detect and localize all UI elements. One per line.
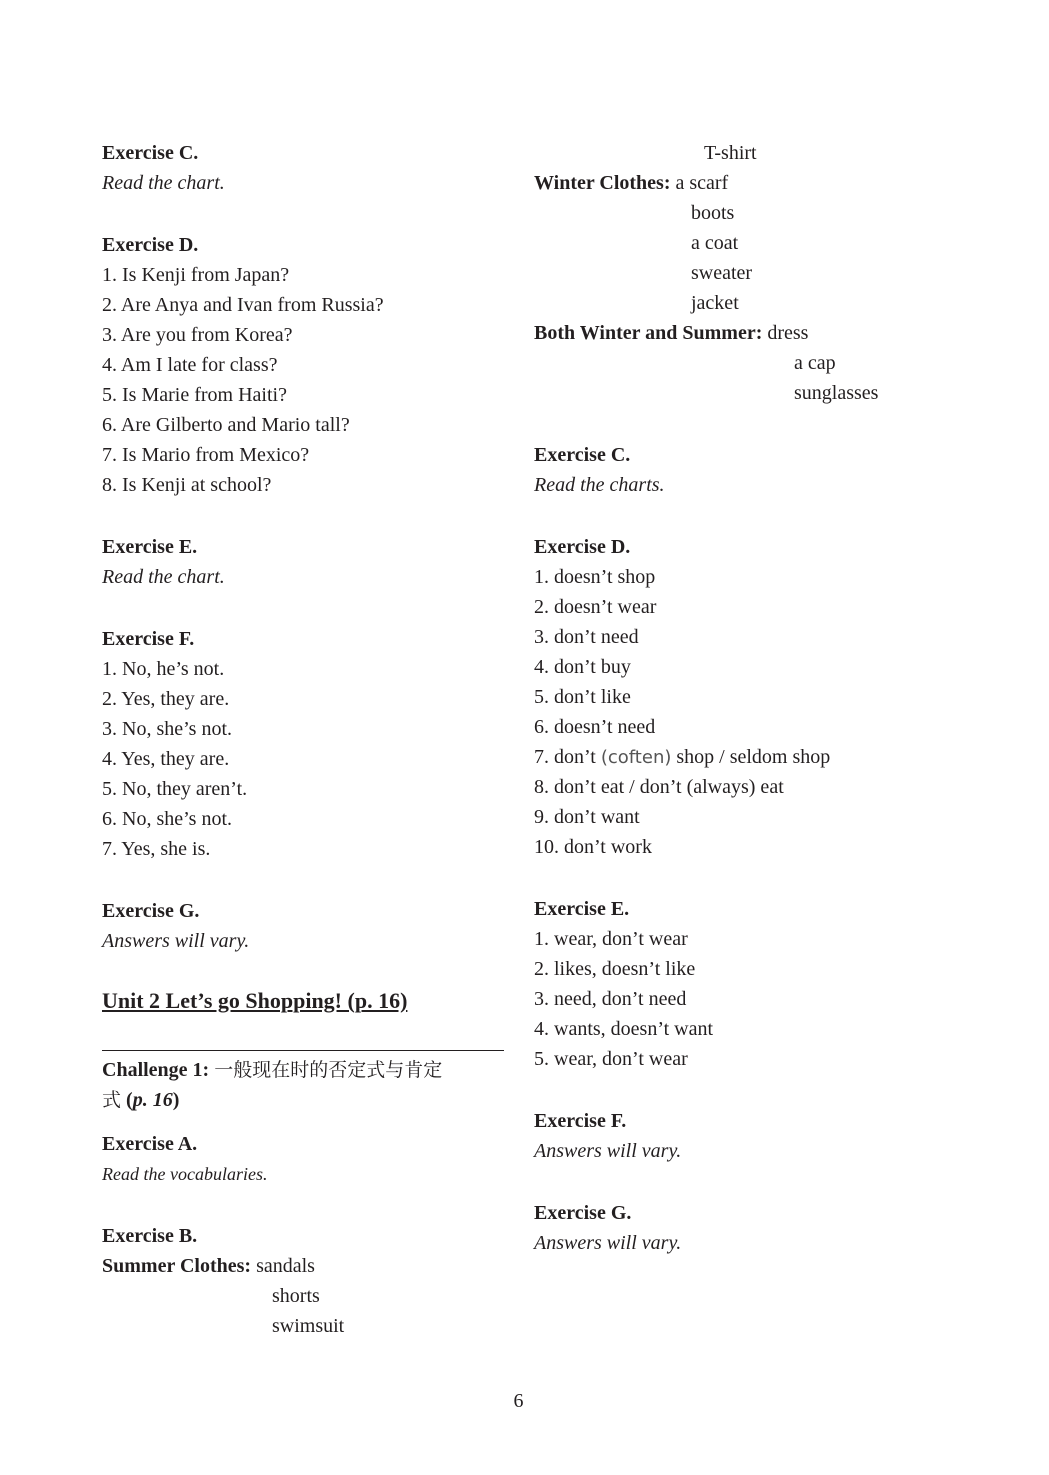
exercise-f-heading: Exercise F. <box>102 628 195 650</box>
challenge-page-close: ) <box>172 1089 180 1111</box>
winter-clothes-label: Winter Clothes: <box>534 172 671 194</box>
list-item: 3. No, she’s not. <box>102 718 232 740</box>
exercise-c-note: Read the chart. <box>102 172 225 194</box>
list-item: 8. Is Kenji at school? <box>102 474 272 496</box>
list-item: 3. don’t need <box>534 626 639 648</box>
list-item: 1. doesn’t shop <box>534 566 656 588</box>
list-item: a coat <box>691 232 739 254</box>
challenge-heading <box>102 1055 507 1115</box>
exercise-c-note-right: Read the charts. <box>534 474 665 496</box>
list-item: shorts <box>272 1285 320 1307</box>
list-item <box>534 742 954 772</box>
item7-end: shop / seldom shop <box>676 746 831 768</box>
list-item: T-shirt <box>704 142 757 164</box>
exercise-g-heading-right: Exercise G. <box>534 1202 632 1224</box>
list-item: 1. Is Kenji from Japan? <box>102 264 290 286</box>
list-item: 2. likes, doesn’t like <box>534 958 696 980</box>
item7-soft: (coften) <box>600 747 672 768</box>
list-item: jacket <box>691 292 739 314</box>
list-item: 9. don’t want <box>534 806 640 828</box>
list-item: 4. Yes, they are. <box>102 748 230 770</box>
winter-clothes-row <box>534 168 954 198</box>
list-item: boots <box>691 202 735 224</box>
both-seasons-label: Both Winter and Summer: <box>534 322 763 344</box>
exercise-g-note-right: Answers will vary. <box>534 1232 682 1254</box>
list-item: 4. don’t buy <box>534 656 631 678</box>
list-item: 7. Is Mario from Mexico? <box>102 444 310 466</box>
list-item: 3. Are you from Korea? <box>102 324 293 346</box>
list-item: 5. don’t like <box>534 686 631 708</box>
list-item: 5. wear, don’t wear <box>534 1048 688 1070</box>
list-item: sandals <box>256 1255 315 1277</box>
list-item: a scarf <box>675 172 729 194</box>
section-divider <box>102 1050 504 1051</box>
exercise-e-heading-right: Exercise E. <box>534 898 630 920</box>
challenge-page: p. 16 <box>132 1089 173 1111</box>
challenge-cn-line2: 式 <box>102 1089 122 1111</box>
both-seasons-row <box>534 318 954 348</box>
list-item: swimsuit <box>272 1315 345 1337</box>
summer-clothes-label: Summer Clothes: <box>102 1255 252 1277</box>
exercise-g-heading: Exercise G. <box>102 900 200 922</box>
list-item: 5. No, they aren’t. <box>102 778 248 800</box>
list-item: sunglasses <box>794 382 879 404</box>
list-item: 2. Yes, they are. <box>102 688 230 710</box>
list-item: 6. doesn’t need <box>534 716 656 738</box>
exercise-f-heading-right: Exercise F. <box>534 1110 627 1132</box>
summer-clothes-row <box>102 1251 507 1281</box>
list-item: 6. No, she’s not. <box>102 808 232 830</box>
exercise-b-heading: Exercise B. <box>102 1225 198 1247</box>
exercise-c-heading-right: Exercise C. <box>534 444 631 466</box>
item7-start: 7. don’t <box>534 746 596 768</box>
list-item: dress <box>767 322 809 344</box>
exercise-e-heading: Exercise E. <box>102 536 198 558</box>
challenge-page-open: ( <box>121 1089 133 1111</box>
challenge-label: Challenge 1: <box>102 1059 210 1081</box>
list-item: 10. don’t work <box>534 836 652 858</box>
list-item: 2. Are Anya and Ivan from Russia? <box>102 294 384 316</box>
list-item: 4. wants, doesn’t want <box>534 1018 714 1040</box>
page-number: 6 <box>513 1390 524 1412</box>
list-item: 1. wear, don’t wear <box>534 928 688 950</box>
list-item: 7. Yes, she is. <box>102 838 211 860</box>
list-item: 6. Are Gilberto and Mario tall? <box>102 414 350 436</box>
right-column <box>534 138 954 1258</box>
list-item: 3. need, don’t need <box>534 988 687 1010</box>
list-item: sweater <box>691 262 753 284</box>
exercise-f-note-right: Answers will vary. <box>534 1140 682 1162</box>
exercise-d-heading-right: Exercise D. <box>534 536 631 558</box>
exercise-a-note: Read the vocabularies. <box>102 1164 268 1184</box>
exercise-d-heading: Exercise D. <box>102 234 199 256</box>
unit-title: Unit 2 Let’s go Shopping! (p. 16) <box>102 988 408 1013</box>
exercise-g-note: Answers will vary. <box>102 930 250 952</box>
exercise-c-heading: Exercise C. <box>102 142 199 164</box>
exercise-e-note: Read the chart. <box>102 566 225 588</box>
list-item: 1. No, he’s not. <box>102 658 225 680</box>
list-item: a cap <box>794 352 836 374</box>
list-item: 2. doesn’t wear <box>534 596 657 618</box>
exercise-a-heading: Exercise A. <box>102 1133 198 1155</box>
list-item: 8. don’t eat / don’t (always) eat <box>534 776 784 798</box>
list-item: 4. Am I late for class? <box>102 354 278 376</box>
left-column <box>102 138 507 1341</box>
challenge-cn-line1: 一般现在时的否定式与肯定 <box>214 1059 443 1081</box>
list-item: 5. Is Marie from Haiti? <box>102 384 287 406</box>
